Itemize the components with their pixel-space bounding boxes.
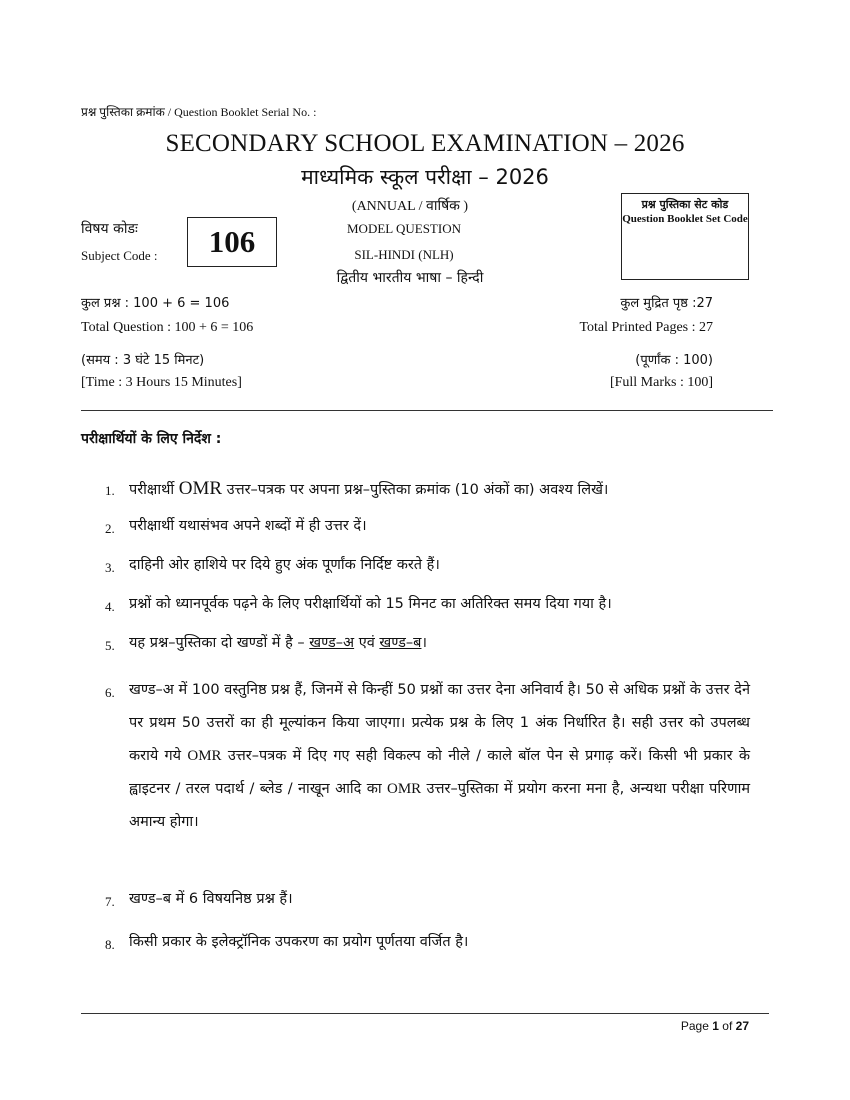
instruction-item bbox=[105, 627, 750, 660]
set-code-label-hindi: प्रश्न पुस्तिका सेट कोड bbox=[641, 198, 729, 211]
instruction-number: 8. bbox=[105, 937, 115, 952]
instruction-item bbox=[105, 588, 750, 621]
omr-term: OMR bbox=[178, 478, 223, 499]
instruction-text: परीक्षार्थी यथासंभव अपने शब्दों में ही उत्तर दें। bbox=[129, 518, 367, 534]
instruction-item bbox=[105, 926, 750, 959]
subject-code-label-hindi: विषय कोडः bbox=[81, 221, 138, 237]
instruction-item bbox=[105, 674, 750, 839]
booklet-set-code-box bbox=[621, 193, 749, 280]
subject-code-box: 106 bbox=[187, 217, 277, 267]
instruction-text: उत्तर–पत्रक में दिए गए सही विकल्प को नीले / काले बॉल पेन से प्रगाढ़ करें। किसी भी प्रकार के ह्वाइटनर / तरल पदार्थ / ब्लेड / नाखून आदि का bbox=[129, 748, 750, 797]
header-divider bbox=[81, 410, 773, 411]
set-code-label-english: Question Booklet Set Code bbox=[622, 213, 748, 225]
instruction-text: उत्तर–पुस्तिका में प्रयोग करना मना है, अन्यथा परीक्षा परिणाम अमान्य होगा। bbox=[129, 781, 751, 830]
page-label: Page bbox=[680, 1019, 709, 1033]
instruction-item bbox=[105, 510, 750, 543]
language-label: द्वितीय भारतीय भाषा – हिन्दी bbox=[336, 270, 484, 286]
section-b-link-text: खण्ड–ब bbox=[379, 635, 422, 651]
instruction-number: 5. bbox=[105, 638, 115, 653]
footer-divider bbox=[81, 1013, 769, 1014]
instruction-number: 3. bbox=[105, 560, 115, 575]
instruction-text: दाहिनी ओर हाशिये पर दिये हुए अंक पूर्णांक निर्दिष्ट करते हैं। bbox=[129, 557, 440, 573]
exam-title-hindi: माध्यमिक स्कूल परीक्षा – 2026 bbox=[301, 165, 549, 189]
serial-number-label: प्रश्न पुस्तिका क्रमांक / Question Booklet Serial No. : bbox=[81, 105, 317, 119]
total-questions-hindi: कुल प्रश्न : 100 + 6 = 106 bbox=[81, 296, 230, 311]
total-questions-english: Total Question : 100 + 6 = 106 bbox=[81, 320, 254, 335]
exam-title-english: SECONDARY SCHOOL EXAMINATION – 2026 bbox=[165, 130, 685, 157]
time-english: [Time : 3 Hours 15 Minutes] bbox=[81, 375, 242, 390]
instruction-item bbox=[105, 549, 750, 582]
instruction-number: 1. bbox=[105, 483, 115, 498]
instruction-number: 6. bbox=[105, 685, 115, 700]
instruction-text: उत्तर–पत्रक पर अपना प्रश्न–पुस्तिका क्रमांक (10 अंकों का) अवश्य लिखें। bbox=[222, 482, 609, 498]
instruction-text: खण्ड–अ में 100 वस्तुनिष्ठ प्रश्न हैं, जिनमें से किन्हीं 50 प्रश्नों का उत्तर देना अनिवार्य है। 50 से अधिक प्रश्नों के उत्तर देने पर प्रथम 50 उत्तरों का ही मूल्यांकन किया जाएगा। प्रत्येक प्रश्न के लिए 1 अंक निर्धारित है। सही उत्तर को उपलब्ध कराये गये bbox=[129, 682, 750, 764]
instruction-item bbox=[105, 883, 750, 916]
page-number: 1 bbox=[712, 1019, 719, 1033]
instruction-text: यह प्रश्न–पुस्तिका दो खण्डों में है – bbox=[129, 635, 310, 651]
full-marks-english: [Full Marks : 100] bbox=[609, 375, 713, 390]
section-a-link-text: खण्ड–अ bbox=[309, 635, 355, 651]
instruction-text: एवं bbox=[354, 635, 380, 651]
omr-term: OMR bbox=[187, 748, 222, 764]
instruction-text: । bbox=[421, 635, 427, 651]
printed-pages-english: Total Printed Pages : 27 bbox=[579, 320, 713, 335]
page-footer bbox=[681, 1019, 749, 1033]
subject-name: SIL-HINDI (NLH) bbox=[354, 247, 454, 262]
full-marks-hindi: (पूर्णांक : 100) bbox=[635, 353, 713, 368]
of-label: of bbox=[722, 1019, 733, 1033]
instruction-text: परीक्षार्थी bbox=[129, 482, 179, 498]
instructions-heading: परीक्षार्थियों के लिए निर्देश : bbox=[81, 431, 222, 447]
instruction-number: 7. bbox=[105, 894, 115, 909]
instruction-number: 4. bbox=[105, 599, 115, 614]
instruction-text: किसी प्रकार के इलेक्ट्रॉनिक उपकरण का प्रयोग पूर्णतया वर्जित है। bbox=[129, 934, 469, 950]
page-total: 27 bbox=[735, 1019, 749, 1033]
instruction-number: 2. bbox=[105, 521, 115, 536]
time-hindi: (समय : 3 घंटे 15 मिनट) bbox=[81, 353, 205, 368]
subject-code-label-english: Subject Code : bbox=[81, 248, 158, 263]
exam-type: (ANNUAL / वार्षिक ) bbox=[351, 199, 469, 214]
omr-term: OMR bbox=[387, 781, 422, 797]
instruction-item bbox=[105, 472, 750, 507]
instruction-text: प्रश्नों को ध्यानपूर्वक पढ़ने के लिए परीक्षार्थियों को 15 मिनट का अतिरिक्त समय दिया गया है। bbox=[129, 596, 612, 612]
instruction-text: खण्ड–ब में 6 विषयनिष्ठ प्रश्न हैं। bbox=[129, 891, 293, 907]
model-question-label: MODEL QUESTION bbox=[347, 221, 461, 236]
printed-pages-hindi: कुल मुद्रित पृष्ठ :27 bbox=[620, 296, 713, 311]
